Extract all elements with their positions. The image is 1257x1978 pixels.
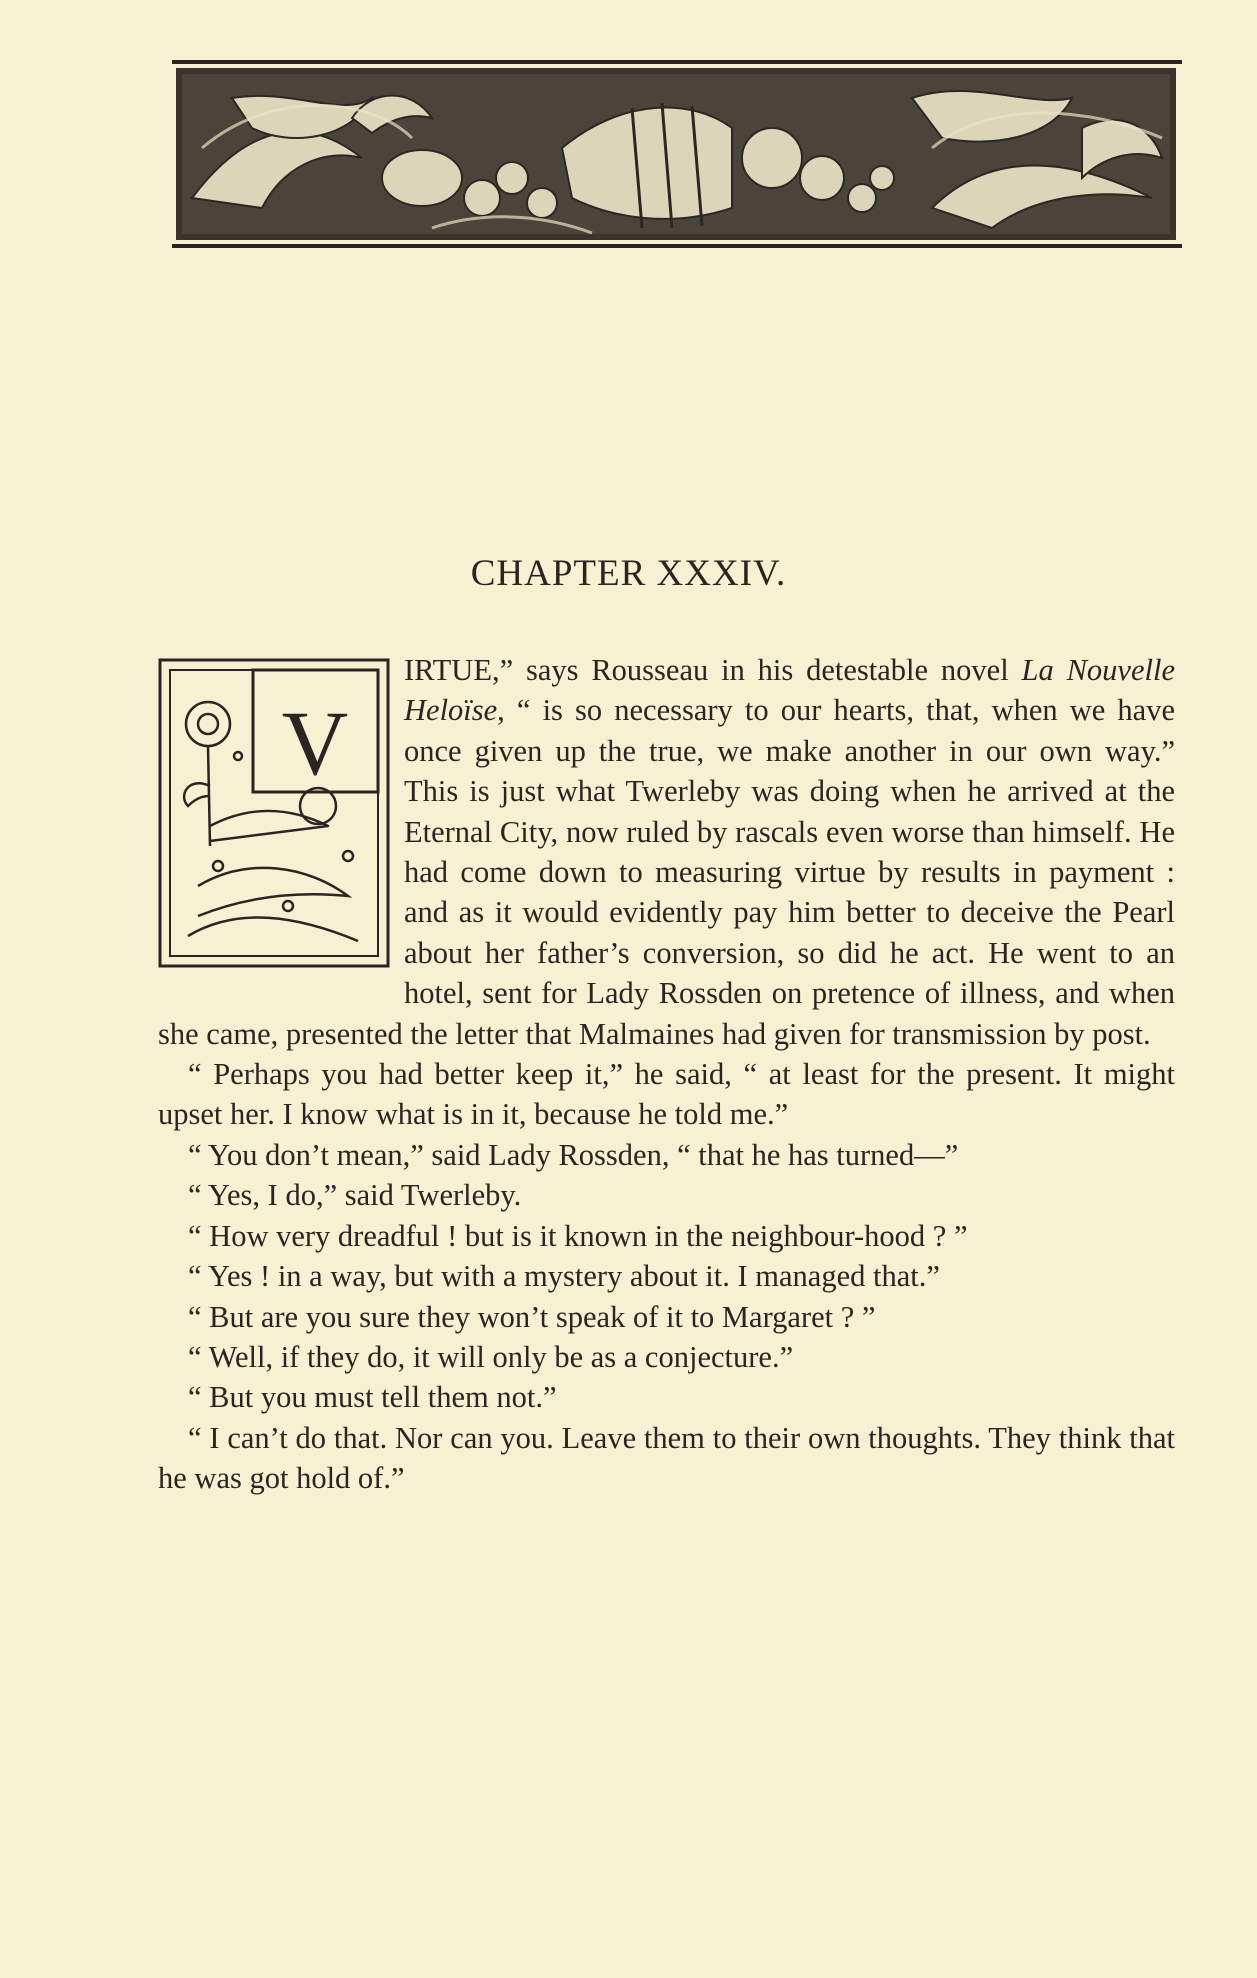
dialogue-paragraph: “ You don’t mean,” said Lady Rossden, “ that he has turned—” [188, 1137, 959, 1172]
drop-cap-letter: V [281, 692, 349, 794]
decorative-headpiece [172, 58, 1182, 258]
chapter-text [158, 650, 1175, 1499]
dialogue-paragraph: “ But are you sure they won’t speak of it to Margaret ? ” [188, 1299, 876, 1334]
dialogue-paragraph: “ Yes ! in a way, but with a mystery about it. I managed that.” [188, 1259, 940, 1294]
dialogue-paragraph: “ Well, if they do, it will only be as a conjecture.” [188, 1339, 794, 1374]
novel-title: La Nouvelle Heloïse [404, 653, 1175, 728]
dialogue-paragraph: “ How very dreadful ! but is it known in the neighbour-hood ? ” [188, 1218, 968, 1253]
dialogue-paragraph: “ But you must tell them not.” [188, 1380, 557, 1415]
opening-text-start: IRTUE,” says Rousseau in his detestable novel [404, 653, 1022, 687]
opening-text-rest: , “ is so necessary to our hearts, that, when we have once given up the true, we make another in our own way.” This is just what Twerleby was doing when he arrived at the Eternal City, now ruled by rascals even worse than himself. He had come down to measuring virtue by results in payment : and as it would evidently pay him better to deceive the Pearl about her father’s conversion, so did he act. He went to an hotel, sent for Lady Rossden on pretence of illness, and when she came, presented the letter that Malmaines had given for transmission by post. [158, 693, 1175, 1051]
dialogue-paragraph: “ Perhaps you had better keep it,” he said, “ at least for the present. It might upset her. I know what is in it, because he told me.” [158, 1057, 1175, 1132]
chapter-title: CHAPTER XXXIV. [470, 553, 787, 594]
dialogue-paragraph: “ Yes, I do,” said Twerleby. [188, 1178, 522, 1213]
decorated-initial [158, 656, 390, 970]
dialogue-paragraph: “ I can’t do that. Nor can you. Leave them to their own thoughts. They think that he was got hold of.” [158, 1420, 1175, 1496]
